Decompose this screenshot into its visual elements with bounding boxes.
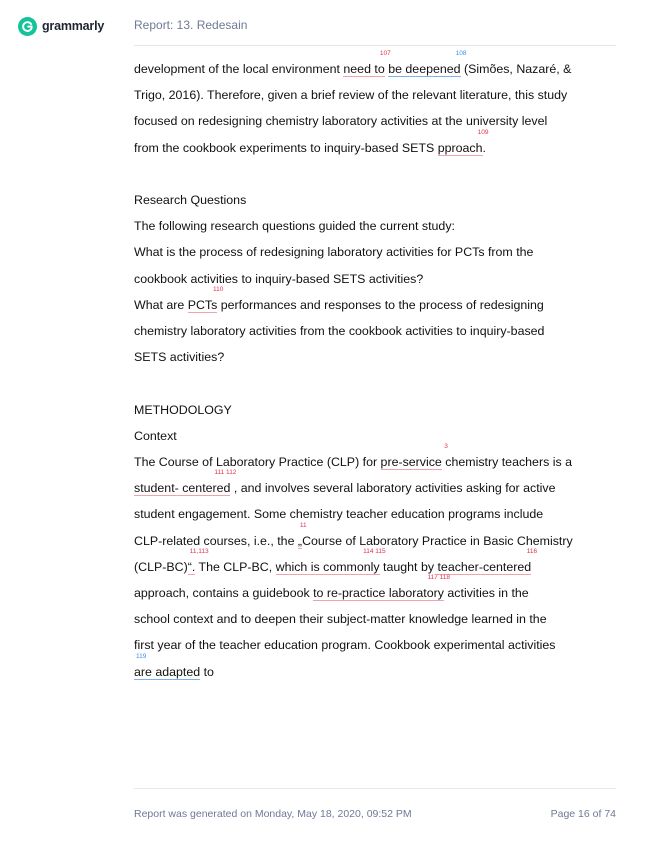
text-line: student- centered 111 112 , and involves several laboratory activities asking for active — [134, 469, 556, 496]
text-line: (CLP-BC)“. 11,113 The CLP-BC, which is commonly 114 115 taught by teacher-centered 116 — [134, 547, 538, 574]
spacer — [134, 161, 624, 187]
report-title: Report: 13. Redesain — [134, 18, 248, 32]
text-line: SETS activities? — [134, 350, 225, 365]
issue-number: 116 — [526, 547, 538, 555]
issue-number: 109 — [477, 128, 489, 136]
issue-number: 11 — [299, 521, 307, 529]
issue-number: 3 — [444, 443, 448, 451]
text-line: focused on redesigning chemistry laboratory activities at the university level — [134, 114, 548, 129]
issue-number: 111 112 — [214, 469, 237, 477]
issue-highlight[interactable]: are adapted 119 — [134, 652, 201, 679]
issue-highlight[interactable]: teacher-centered 116 — [437, 547, 538, 574]
issue-number: 108 — [455, 50, 467, 57]
section-heading: METHODOLOGY — [134, 402, 232, 417]
text-line: first year of the teacher education program. Cookbook experimental activities — [134, 638, 556, 653]
header-divider — [134, 45, 616, 46]
issue-number: 119 — [136, 652, 147, 660]
issue-highlight[interactable]: „ 11 — [297, 521, 307, 548]
text-line: The Course of Laboratory Practice (CLP) for pre-service 3 chemistry teachers is a — [134, 443, 572, 470]
issue-highlight[interactable]: be deepened 108 — [388, 50, 467, 76]
page-number: Page 16 of 74 — [550, 808, 616, 820]
issue-highlight[interactable]: need to 107 — [343, 50, 391, 76]
issue-number: 117 118 — [427, 574, 450, 582]
document-body — [134, 50, 624, 685]
issue-highlight[interactable]: pre-service 3 — [380, 443, 448, 470]
report-header — [0, 0, 650, 48]
section-heading: Research Questions — [134, 193, 247, 207]
text-line: cookbook activities to inquiry-based SETS activities? — [134, 271, 424, 286]
text-line: are adapted 119 to — [134, 652, 214, 679]
issue-highlight[interactable]: to re-practice laboratory 117 118 — [313, 574, 450, 601]
issue-highlight[interactable]: PCTs 110 — [187, 285, 224, 312]
footer-divider — [134, 788, 616, 789]
grammarly-logo[interactable] — [18, 16, 104, 36]
text-line: student engagement. Some chemistry teacher education programs include — [134, 507, 544, 522]
issue-number: 114 115 — [363, 547, 386, 555]
report-generated-date: Report was generated on Monday, May 18, 2020, 09:52 PM — [134, 808, 412, 820]
issue-number: 11,113 — [189, 547, 209, 555]
issue-highlight[interactable]: student- centered 111 112 — [134, 469, 237, 496]
text-line: Trigo, 2016). Therefore, given a brief review of the relevant literature, this study — [134, 88, 568, 103]
text-line: The following research questions guided the current study: — [134, 219, 455, 234]
text-line: approach, contains a guidebook to re-practice laboratory 117 118 activities in the — [134, 574, 529, 601]
grammarly-logo-icon — [18, 17, 37, 36]
issue-number: 110 — [212, 285, 224, 293]
issue-highlight[interactable]: which is commonly 114 115 — [275, 547, 386, 574]
text-line: What is the process of redesigning laboratory activities for PCTs from the — [134, 245, 534, 260]
text-line: chemistry laboratory activities from the cookbook activities to inquiry-based — [134, 324, 545, 339]
subsection-heading: Context — [134, 428, 177, 443]
text-line: development of the local environment need to 107 be deepened 108 (Simões, Nazaré, & — [134, 50, 572, 76]
text-line: school context and to deepen their subject-matter knowledge learned in the — [134, 612, 547, 627]
text-line: What are PCTs 110 performances and responses to the process of redesigning — [134, 285, 544, 312]
text-line: from the cookbook experiments to inquiry-based SETS pproach 109 . — [134, 128, 489, 155]
issue-highlight[interactable]: “. 11,113 — [187, 547, 209, 574]
text-line: CLP-related courses, i.e., the „ 11 Course of Laboratory Practice in Basic Chemistry — [134, 521, 573, 548]
brand-name: grammarly — [42, 19, 105, 33]
spacer — [134, 370, 624, 396]
issue-number: 107 — [379, 50, 391, 57]
issue-highlight[interactable]: pproach 109 — [437, 128, 489, 155]
